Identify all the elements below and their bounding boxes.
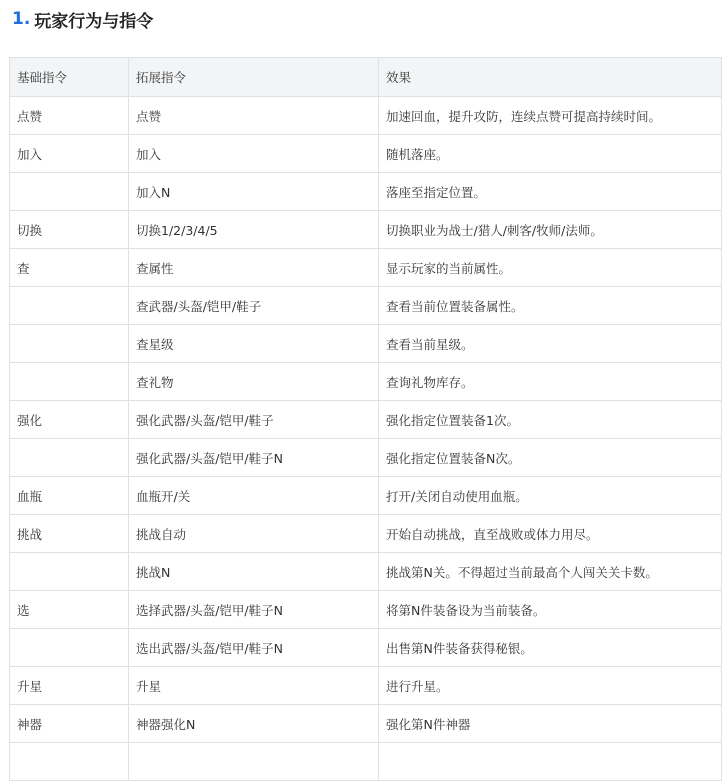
basic-command-cell: 挑战: [10, 515, 129, 553]
basic-command-cell: [10, 629, 129, 667]
table-row: [10, 515, 722, 553]
extended-command-cell: 查星级: [129, 325, 379, 363]
basic-command-cell: 选: [10, 591, 129, 629]
extended-command-cell: 选出武器/头盔/铠甲/鞋子N: [129, 629, 379, 667]
extended-command-cell: 查武器/头盔/铠甲/鞋子: [129, 287, 379, 325]
effect-cell: [379, 743, 722, 781]
basic-command-cell: 点赞: [10, 97, 129, 135]
extended-command-cell: 查礼物: [129, 363, 379, 401]
table-row: [10, 135, 722, 173]
extended-command-cell: 强化武器/头盔/铠甲/鞋子: [129, 401, 379, 439]
section-number: 1.: [12, 9, 31, 29]
effect-cell: 将第N件装备设为当前装备。: [379, 591, 722, 629]
table-row: [10, 287, 722, 325]
basic-command-cell: [10, 325, 129, 363]
table-row: [10, 439, 722, 477]
effect-cell: 强化指定位置装备1次。: [379, 401, 722, 439]
basic-command-cell: 切换: [10, 211, 129, 249]
extended-command-cell: 神器强化N: [129, 705, 379, 743]
basic-command-cell: [10, 553, 129, 591]
extended-command-cell: 选择武器/头盔/铠甲/鞋子N: [129, 591, 379, 629]
header-basic-command: 基础指令: [10, 58, 129, 97]
section-heading: [12, 6, 153, 32]
basic-command-cell: 加入: [10, 135, 129, 173]
table-row: [10, 249, 722, 287]
basic-command-cell: [10, 363, 129, 401]
basic-command-cell: [10, 287, 129, 325]
table-row: [10, 477, 722, 515]
effect-cell: 加速回血，提升攻防，连续点赞可提高持续时间。: [379, 97, 722, 135]
extended-command-cell: [129, 743, 379, 781]
table-row: [10, 401, 722, 439]
extended-command-cell: 升星: [129, 667, 379, 705]
extended-command-cell: 挑战N: [129, 553, 379, 591]
basic-command-cell: [10, 439, 129, 477]
table-row: [10, 743, 722, 781]
table-body: [10, 97, 722, 781]
effect-cell: 随机落座。: [379, 135, 722, 173]
table-row: [10, 363, 722, 401]
basic-command-cell: 血瓶: [10, 477, 129, 515]
table-row: [10, 211, 722, 249]
command-table-container: [9, 57, 721, 781]
effect-cell: 强化第N件神器: [379, 705, 722, 743]
effect-cell: 切换职业为战士/猎人/刺客/牧师/法师。: [379, 211, 722, 249]
effect-cell: 查询礼物库存。: [379, 363, 722, 401]
effect-cell: 查看当前位置装备属性。: [379, 287, 722, 325]
table-row: [10, 629, 722, 667]
basic-command-cell: 查: [10, 249, 129, 287]
extended-command-cell: 强化武器/头盔/铠甲/鞋子N: [129, 439, 379, 477]
effect-cell: 落座至指定位置。: [379, 173, 722, 211]
table-row: [10, 173, 722, 211]
effect-cell: 打开/关闭自动使用血瓶。: [379, 477, 722, 515]
extended-command-cell: 点赞: [129, 97, 379, 135]
table-header-row: [10, 58, 722, 97]
table-row: [10, 325, 722, 363]
table-row: [10, 667, 722, 705]
extended-command-cell: 血瓶开/关: [129, 477, 379, 515]
table-row: [10, 705, 722, 743]
effect-cell: 进行升星。: [379, 667, 722, 705]
extended-command-cell: 切换1/2/3/4/5: [129, 211, 379, 249]
command-table: [9, 57, 722, 781]
effect-cell: 显示玩家的当前属性。: [379, 249, 722, 287]
basic-command-cell: [10, 743, 129, 781]
extended-command-cell: 挑战自动: [129, 515, 379, 553]
effect-cell: 开始自动挑战，直至战败或体力用尽。: [379, 515, 722, 553]
extended-command-cell: 加入N: [129, 173, 379, 211]
basic-command-cell: 强化: [10, 401, 129, 439]
section-title: 玩家行为与指令: [34, 11, 154, 32]
basic-command-cell: 神器: [10, 705, 129, 743]
effect-cell: 强化指定位置装备N次。: [379, 439, 722, 477]
table-row: [10, 591, 722, 629]
header-effect: 效果: [379, 58, 722, 97]
effect-cell: 查看当前星级。: [379, 325, 722, 363]
table-row: [10, 553, 722, 591]
extended-command-cell: 加入: [129, 135, 379, 173]
basic-command-cell: [10, 173, 129, 211]
basic-command-cell: 升星: [10, 667, 129, 705]
effect-cell: 出售第N件装备获得秘银。: [379, 629, 722, 667]
effect-cell: 挑战第N关。不得超过当前最高个人闯关关卡数。: [379, 553, 722, 591]
header-extended-command: 拓展指令: [129, 58, 379, 97]
table-row: [10, 97, 722, 135]
extended-command-cell: 查属性: [129, 249, 379, 287]
